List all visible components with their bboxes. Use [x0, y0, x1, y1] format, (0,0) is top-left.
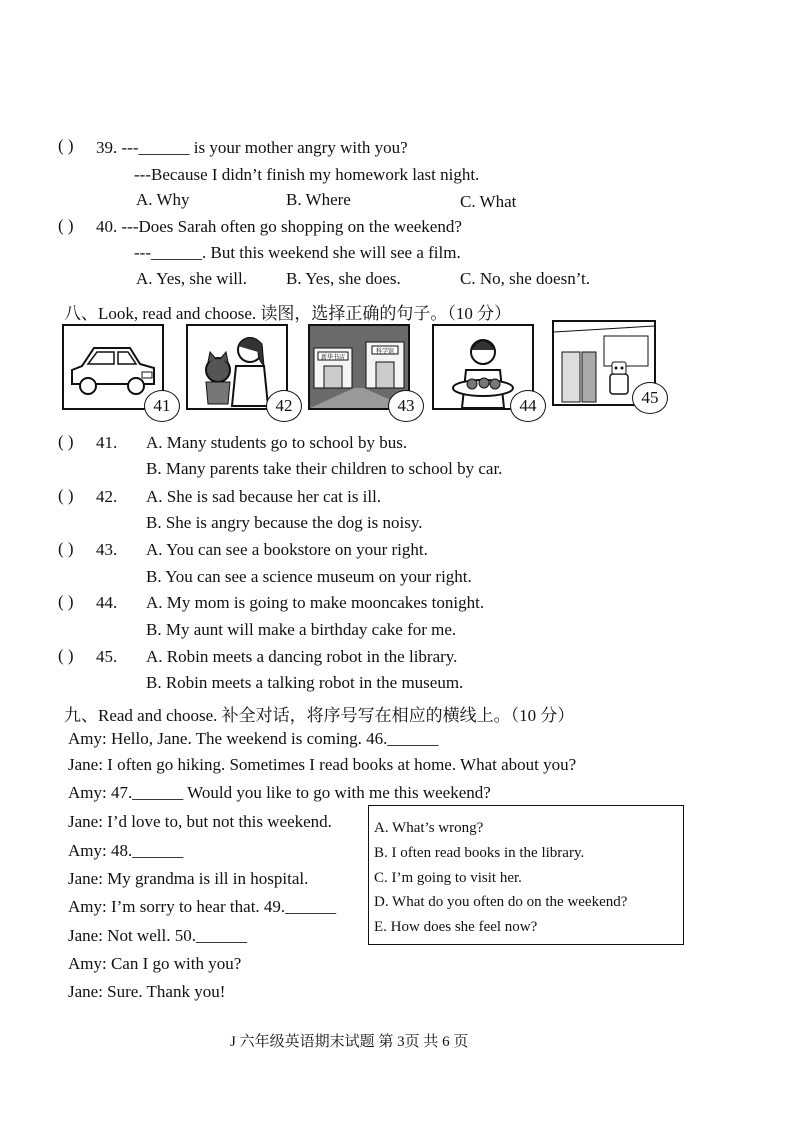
- option-c: C. I’m going to visit her.: [374, 870, 522, 886]
- q44-option-a: A. My mom is going to make mooncakes tonight.: [146, 593, 485, 612]
- q40-option-b: B. Yes, she does.: [286, 269, 401, 288]
- q45-option-a: A. Robin meets a dancing robot in the library.: [146, 647, 458, 666]
- answer-bracket-42[interactable]: ( ): [58, 486, 74, 505]
- dialog-line-5: Amy: 48.______: [68, 841, 184, 860]
- section-9-title: 九、Read and choose. 补全对话，将序号写在相应的横线上。（10 分）: [64, 706, 575, 725]
- question-45-number: 45.: [96, 647, 118, 666]
- question-41-number: 41.: [96, 433, 118, 452]
- dialog-line-3: Amy: 47.______ Would you like to go with me this weekend?: [68, 783, 491, 802]
- dialog-line-7: Amy: I’m sorry to hear that. 49.______: [68, 897, 337, 916]
- question-40-response: ---______. But this weekend she will see a film.: [134, 243, 461, 262]
- answer-bracket-39[interactable]: ( ): [58, 136, 74, 155]
- svg-text:新华书店: 新华书店: [320, 354, 346, 361]
- q40-option-a: A. Yes, she will.: [136, 269, 247, 288]
- question-43-number: 43.: [96, 540, 118, 559]
- question-44-number: 44.: [96, 593, 118, 612]
- q42-option-b: B. She is angry because the dog is noisy.: [146, 513, 423, 532]
- question-39-stem: 39. ---______ is your mother angry with you?: [96, 138, 408, 157]
- picture-number-41: 41: [144, 390, 180, 422]
- picture-number-45: 45: [632, 382, 668, 414]
- answer-bracket-45[interactable]: ( ): [58, 646, 74, 665]
- picture-number-42: 42: [266, 390, 302, 422]
- svg-text:科学馆: 科学馆: [375, 348, 395, 355]
- answer-bracket-40[interactable]: ( ): [58, 216, 74, 235]
- dialog-line-1: Amy: Hello, Jane. The weekend is coming. 46.______: [68, 729, 439, 748]
- q39-option-b: B. Where: [286, 190, 351, 209]
- answer-bracket-41[interactable]: ( ): [58, 432, 74, 451]
- q44-option-b: B. My aunt will make a birthday cake for me.: [146, 620, 457, 639]
- q41-option-b: B. Many parents take their children to school by car.: [146, 459, 503, 478]
- option-e: E. How does she feel now?: [374, 919, 538, 935]
- dialog-line-9: Amy: Can I go with you?: [68, 954, 242, 973]
- question-42-number: 42.: [96, 487, 118, 506]
- q39-option-a: A. Why: [136, 190, 190, 209]
- picture-strip: [60, 318, 680, 428]
- option-b: B. I often read books in the library.: [374, 845, 585, 861]
- dialog-line-10: Jane: Sure. Thank you!: [68, 982, 226, 1001]
- dialog-line-8: Jane: Not well. 50.______: [68, 926, 247, 945]
- dialog-line-2: Jane: I often go hiking. Sometimes I read books at home. What about you?: [68, 755, 577, 774]
- question-40-stem: 40. ---Does Sarah often go shopping on the weekend?: [96, 217, 462, 236]
- q43-option-b: B. You can see a science museum on your right.: [146, 567, 472, 586]
- answer-bracket-43[interactable]: ( ): [58, 539, 74, 558]
- question-39-response: ---Because I didn’t finish my homework last night.: [134, 165, 480, 184]
- q39-option-c: C. What: [460, 192, 517, 211]
- section-8-title: 八、Look, read and choose. 读图，选择正确的句子。（10 分）: [64, 304, 512, 323]
- q40-option-c: C. No, she doesn’t.: [460, 269, 591, 288]
- dialog-line-4: Jane: I’d love to, but not this weekend.: [68, 812, 332, 831]
- answer-bracket-44[interactable]: ( ): [58, 592, 74, 611]
- picture-number-44: 44: [510, 390, 546, 422]
- q43-option-a: A. You can see a bookstore on your right.: [146, 540, 428, 559]
- options-box: [368, 805, 684, 945]
- dialog-line-6: Jane: My grandma is ill in hospital.: [68, 869, 309, 888]
- q42-option-a: A. She is sad because her cat is ill.: [146, 487, 382, 506]
- q41-option-a: A. Many students go to school by bus.: [146, 433, 408, 452]
- q45-option-b: B. Robin meets a talking robot in the museum.: [146, 673, 464, 692]
- picture-number-43: 43: [388, 390, 424, 422]
- option-a: A. What’s wrong?: [374, 820, 484, 836]
- page-footer: J 六年级英语期末试题 第 3页 共 6 页: [230, 1034, 469, 1050]
- option-d: D. What do you often do on the weekend?: [374, 894, 628, 910]
